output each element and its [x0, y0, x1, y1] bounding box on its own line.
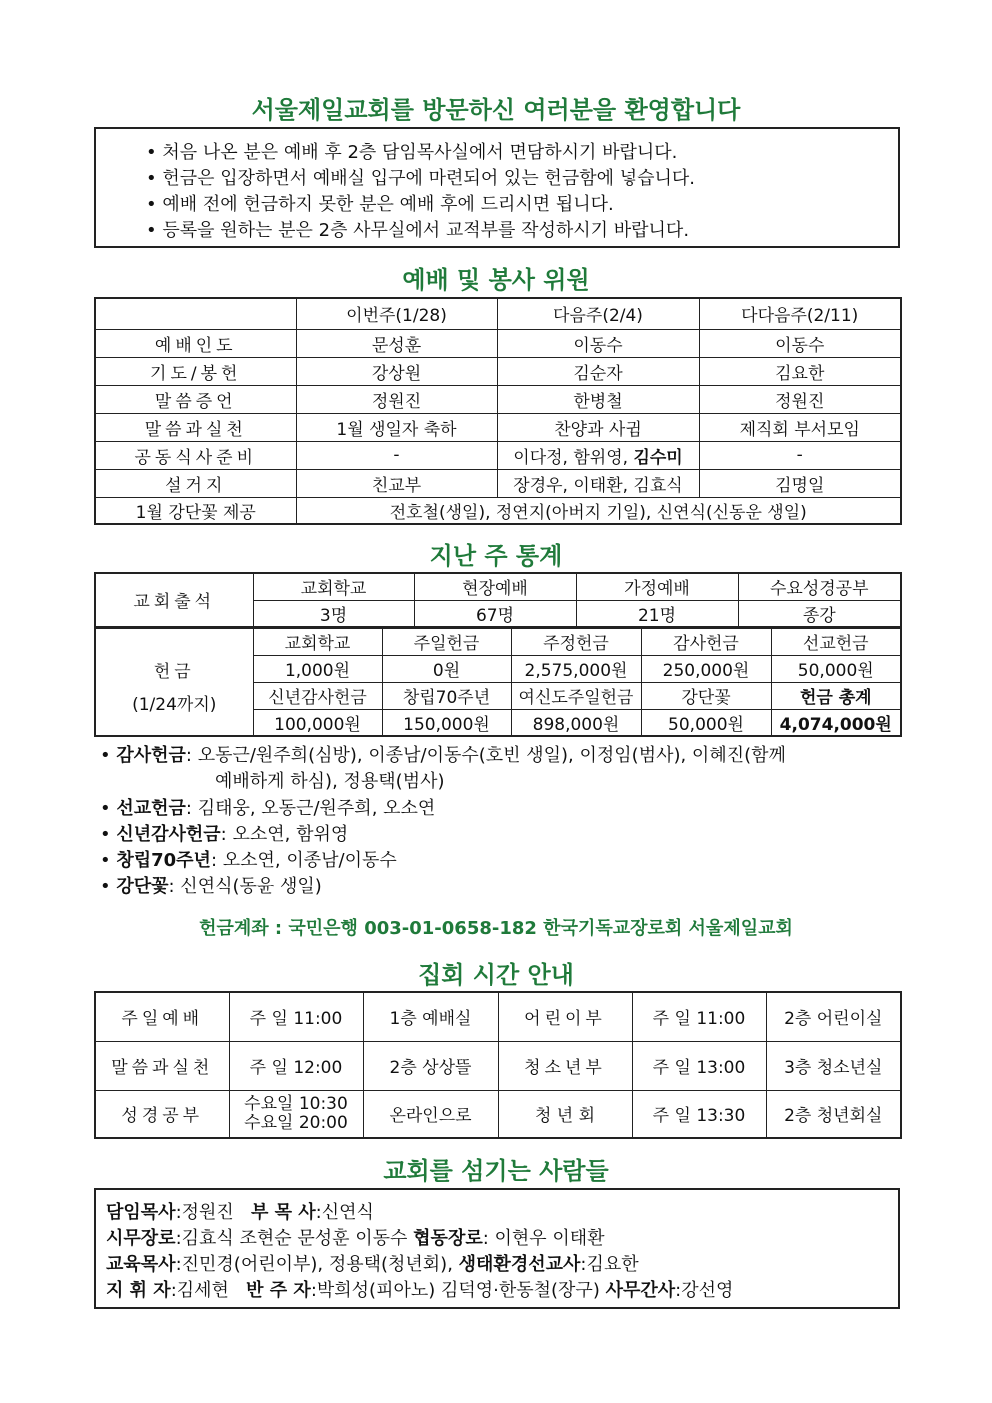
meeting-time: 주 일 11:00	[632, 992, 766, 1041]
service-roles-table	[94, 297, 900, 526]
offering-header: 감사헌금	[641, 628, 771, 655]
meetings-title: 집회 시간 안내	[418, 961, 574, 989]
role-cell: 이동수	[497, 329, 699, 357]
meeting-name: 말씀과실천	[95, 1041, 229, 1090]
role-cell: 친교부	[296, 469, 497, 497]
meeting-place: 온라인으로	[363, 1090, 498, 1138]
offering-sub: (1/24까지)	[132, 694, 217, 715]
attendance-value: 21명	[576, 600, 738, 627]
attendance-value: 67명	[414, 600, 576, 627]
account-info: 헌금계좌 : 국민은행 003-01-0658-182 한국기독교장로회 서울제일교회	[199, 918, 793, 939]
offering-value: 50,000원	[771, 655, 901, 682]
role-cell: 정원진	[296, 385, 497, 413]
offering-value: 100,000원	[253, 709, 382, 736]
attendance-value: 종강	[738, 600, 901, 627]
flower-label: 1월 강단꽃 제공	[95, 497, 296, 524]
role-label: 말씀과실천	[95, 413, 296, 441]
offering-value: 898,000원	[511, 709, 641, 736]
role-cell: 이다정, 함위영, 김수미	[497, 441, 699, 469]
donor-line: • 창립70주년: 오소연, 이종남/이동수	[100, 850, 397, 871]
notice-item: • 헌금은 입장하면서 예배실 입구에 마련되어 있는 헌금함에 넣습니다.	[146, 168, 695, 189]
meeting-name: 청소년부	[498, 1041, 632, 1090]
offering-header: 주일헌금	[382, 628, 511, 655]
role-cell: 정원진	[699, 385, 901, 413]
notice-item: • 처음 나온 분은 예배 후 2층 담임목사실에서 면담하시기 바랍니다.	[146, 142, 678, 163]
meeting-time: 주 일 13:00	[632, 1041, 766, 1090]
attendance-value: 3명	[253, 600, 414, 627]
staff-line: 지 휘 자:김세현 반 주 자:박희성(피아노) 김덕영·한동철(장구) 사무간사:강선영	[106, 1280, 734, 1301]
role-cell: 이동수	[699, 329, 901, 357]
offering-total-value: 4,074,000원	[771, 709, 901, 736]
role-label: 말씀증언	[95, 385, 296, 413]
meeting-name: 어린이부	[498, 992, 632, 1041]
meeting-time-line: 수요일 10:30	[244, 1093, 348, 1114]
attendance-header: 교회학교	[253, 573, 414, 600]
role-cell: -	[699, 441, 901, 469]
role-cell: 1월 생일자 축하	[296, 413, 497, 441]
offering-header: 여신도주일헌금	[511, 682, 641, 709]
offering-header: 선교헌금	[771, 628, 901, 655]
offering-value: 250,000원	[641, 655, 771, 682]
offering-header: 신년감사헌금	[253, 682, 382, 709]
meeting-name: 주일예배	[95, 992, 229, 1041]
staff-title: 교회를 섬기는 사람들	[383, 1157, 609, 1185]
role-cell: 문성훈	[296, 329, 497, 357]
role-cell: -	[296, 441, 497, 469]
offering-header: 교회학교	[253, 628, 382, 655]
role-cell: 김명일	[699, 469, 901, 497]
meeting-time: 주 일 12:00	[229, 1041, 363, 1090]
role-label: 기도/봉헌	[95, 357, 296, 385]
offering-label: 헌금	[153, 661, 195, 682]
header-cell: 이번주(1/28)	[296, 298, 497, 329]
meeting-place: 2층 청년회실	[766, 1090, 901, 1138]
offering-value: 0원	[382, 655, 511, 682]
role-cell: 김요한	[699, 357, 901, 385]
meeting-time: 주 일 13:30	[632, 1090, 766, 1138]
notice-item: • 등록을 원하는 분은 2층 사무실에서 교적부를 작성하시기 바랍니다.	[146, 220, 690, 241]
staff-box	[94, 1188, 900, 1309]
header-cell	[95, 298, 296, 329]
meetings-table	[94, 991, 900, 1141]
attendance-header: 수요성경공부	[738, 573, 901, 600]
role-cell: 강상원	[296, 357, 497, 385]
donor-line: • 선교헌금: 김태웅, 오동근/원주희, 오소연	[100, 798, 436, 819]
meeting-name: 성경공부	[95, 1090, 229, 1138]
role-cell: 김순자	[497, 357, 699, 385]
meeting-time	[229, 1090, 363, 1138]
staff-line: 담임목사:정원진 부 목 사:신연식	[106, 1202, 374, 1223]
attendance-label: 교회출석	[95, 573, 253, 627]
meeting-name: 청 년 회	[498, 1090, 632, 1138]
meeting-time: 주 일 11:00	[229, 992, 363, 1041]
flower-value: 전호철(생일), 정연지(아버지 기일), 신연식(신동운 생일)	[296, 497, 901, 524]
offering-header: 강단꽃	[641, 682, 771, 709]
meeting-place: 2층 상상뜰	[363, 1041, 498, 1090]
offering-value: 150,000원	[382, 709, 511, 736]
stats-attendance-table	[94, 572, 900, 629]
meal-bold-name: 김수미	[633, 447, 683, 468]
offering-value: 2,575,000원	[511, 655, 641, 682]
role-cell: 장경우, 이태환, 김효식	[497, 469, 699, 497]
role-label: 설거지	[95, 469, 296, 497]
offering-label-cell	[95, 628, 253, 736]
offering-total-header: 헌금 총계	[771, 682, 901, 709]
attendance-header: 가정예배	[576, 573, 738, 600]
donor-line: • 강단꽃: 신연식(동윤 생일)	[100, 876, 322, 897]
donor-line-cont: 예배하게 하심), 정용택(범사)	[215, 771, 445, 792]
offering-header: 주정헌금	[511, 628, 641, 655]
role-cell: 제직회 부서모임	[699, 413, 901, 441]
service-roles-title: 예배 및 봉사 위원	[402, 266, 590, 294]
header-cell: 다음주(2/4)	[497, 298, 699, 329]
meeting-place: 2층 어린이실	[766, 992, 901, 1041]
staff-line: 교육목사:진민경(어린이부), 정용택(청년회), 생태환경선교사:김요한	[106, 1254, 639, 1275]
donor-line: • 감사헌금: 오동근/원주희(심방), 이종남/이동수(호빈 생일), 이정임(범사), 이혜진(함께	[100, 745, 786, 766]
welcome-title: 서울제일교회를 방문하신 여러분을 환영합니다	[251, 96, 741, 124]
role-cell: 찬양과 사귐	[497, 413, 699, 441]
offering-header: 창립70주년	[382, 682, 511, 709]
staff-line: 시무장로:김효식 조현순 문성훈 이동수 협동장로: 이현우 이태환	[106, 1228, 605, 1249]
donor-line: • 신년감사헌금: 오소연, 함위영	[100, 824, 349, 845]
stats-title: 지난 주 통계	[429, 542, 563, 570]
offering-value: 1,000원	[253, 655, 382, 682]
notice-item: • 예배 전에 헌금하지 못한 분은 예배 후에 드리시면 됩니다.	[146, 194, 614, 215]
stats-offering-table	[94, 627, 900, 735]
header-cell: 다다음주(2/11)	[699, 298, 901, 329]
meeting-place: 3층 청소년실	[766, 1041, 901, 1090]
meeting-place: 1층 예배실	[363, 992, 498, 1041]
welcome-notice-box	[94, 127, 900, 248]
role-cell: 한병철	[497, 385, 699, 413]
attendance-header: 현장예배	[414, 573, 576, 600]
meeting-time-line: 수요일 20:00	[244, 1112, 348, 1133]
role-label: 예배인도	[95, 329, 296, 357]
role-label: 공동식사준비	[95, 441, 296, 469]
offering-value: 50,000원	[641, 709, 771, 736]
